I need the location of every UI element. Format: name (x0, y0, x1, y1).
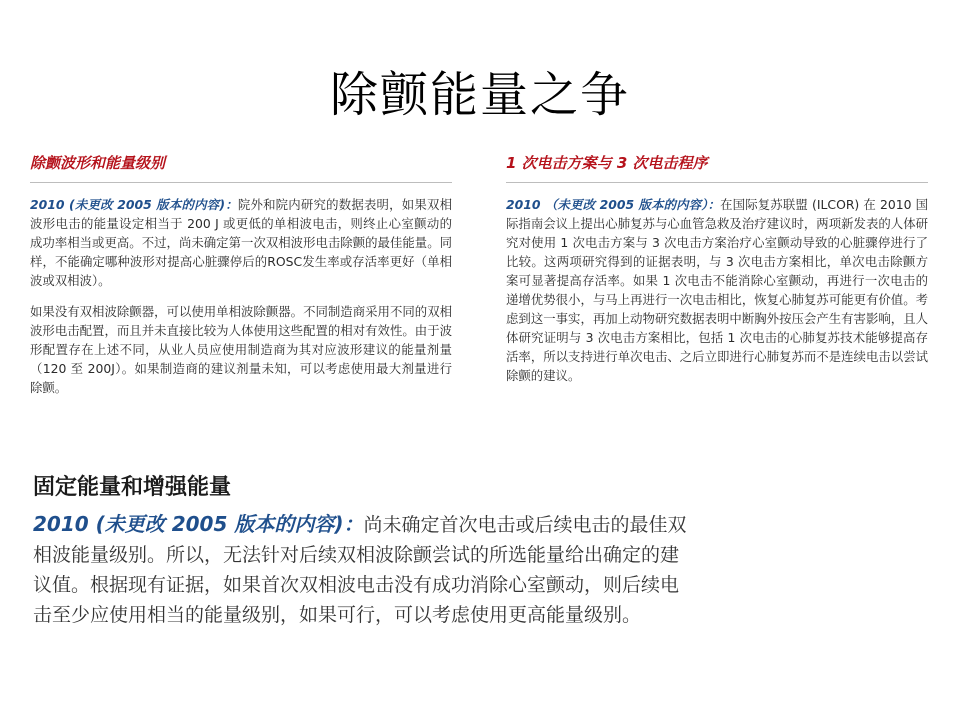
right-paragraph-1 (506, 195, 928, 385)
bottom-paragraph (33, 509, 693, 630)
right-p1-tag: 2010 （未更改 2005 版本的内容）： (506, 197, 721, 212)
bottom-text: 尚未确定首次电击或后续电击的最佳双相波能量级别。所以，无法针对后续双相波除颤尝试的所选能量给出确定的建议值。根据现有证据，如果首次双相波电击没有成功消除心室颤动，则后续电击至少应使用相当的能量级别，如果可行，可以考虑使用更高能量级别。 (33, 514, 687, 626)
slide-title: 除颤能量之争 (329, 67, 630, 123)
right-column (506, 152, 928, 397)
left-p1-text: 院外和院内研究的数据表明，如果双相波形电击的能量设定相当于 200 J 或更低的单相波电击，则终止心室颤动的成功率相当或更高。不过，尚未确定第一次双相波形电击除颤的最佳能量。同样，不能确定哪种波形对提高心脏骤停后的ROSC发生率或存活率更好（单相波或双相波）。 (30, 197, 453, 288)
right-p1-text: 在国际复苏联盟 (ILCOR) 在 2010 国际指南会议上提出心肺复苏与心血管急救及治疗建议时，两项新发表的人体研究对使用 1 次电击方案与 3 次电击方案治疗心室颤动导致的心脏骤停进行了比较。这两项研究得到的证据表明，与 3 次电击方案相比，单次电击除颤方案可显著提高存活率。如果 1 次电击不能消除心室颤动，再进行一次电击的递增优势很小，与马上再进行一次电击相比，恢复心肺复苏可能更有价值。考虑到这一事实，再加上动物研究数据表明中断胸外按压会产生有害影响，且人体研究证明与 3 次电击方案相比，包括 1 次电击的心肺复苏技术能够提高存活率，所以支持进行单次电击、之后立即进行心肺复苏而不是连续电击以尝试除颤的建议。 (506, 197, 929, 383)
bottom-section (33, 470, 693, 630)
left-paragraph-2: 如果没有双相波除颤器，可以使用单相波除颤器。不同制造商采用不同的双相波形电击配置，而且并未直接比较为人体使用这些配置的相对有效性。由于波形配置存在上述不同，从业人员应使用制造商为其对应波形建议的能量剂量（120 至 200J）。如果制造商的建议剂量未知，可以考虑使用最大剂量进行除颤。 (30, 304, 452, 395)
right-section-heading: 1 次电击方案与 3 次电击程序 (506, 152, 928, 183)
bottom-section-heading: 固定能量和增强能量 (33, 475, 232, 500)
bottom-tag: 2010 (未更改 2005 版本的内容)： (33, 512, 364, 536)
left-paragraph-1 (30, 195, 452, 290)
left-p1-tag: 2010 (未更改 2005 版本的内容)： (30, 197, 238, 212)
left-column (30, 152, 452, 409)
left-section-heading: 除颤波形和能量级别 (30, 152, 452, 183)
